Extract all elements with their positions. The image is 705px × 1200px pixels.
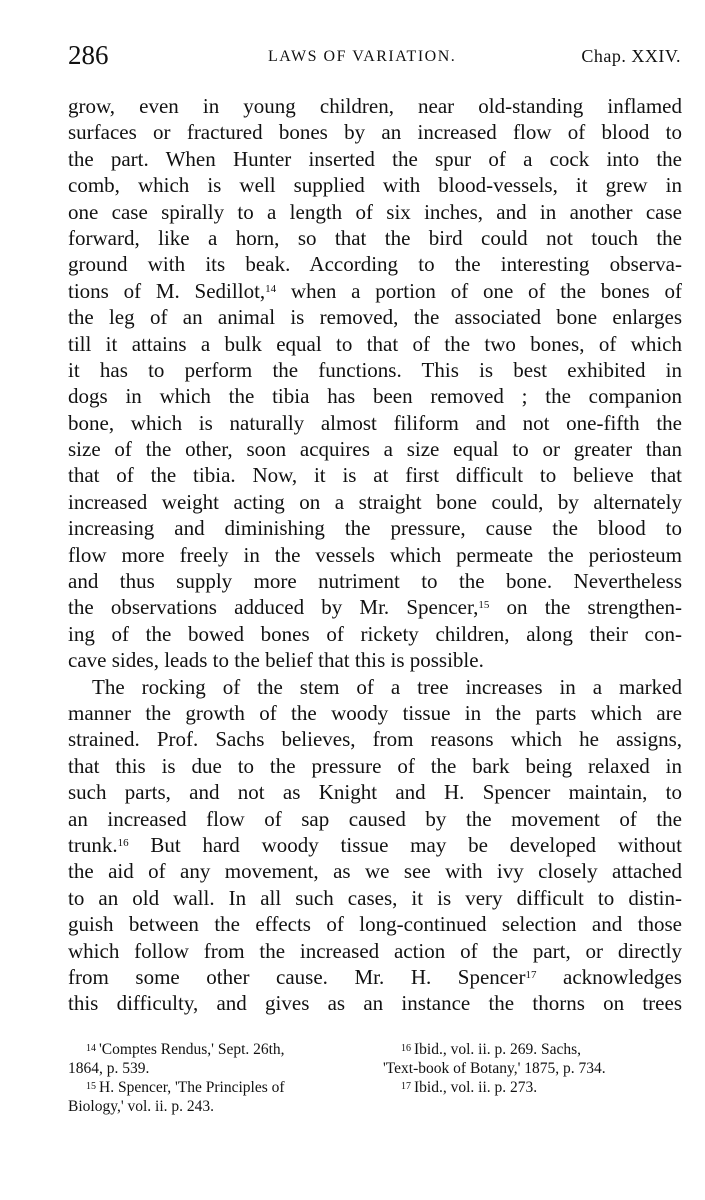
footnote-text: Ibid., vol. ii. p. 273. [414, 1079, 538, 1096]
text-segment: acknowledges [536, 964, 682, 989]
text-line [68, 911, 682, 937]
text-line [68, 753, 682, 779]
text-line [68, 436, 682, 462]
text-segment: this difficulty, and gives as an instance the thorns on trees [68, 991, 682, 1016]
text-segment: to an old wall. In all such cases, it is very difficult to distin- [68, 885, 682, 910]
text-line [68, 357, 682, 383]
text-line [68, 172, 682, 198]
text-segment: manner the growth of the woody tissue in the parts which are [68, 700, 682, 725]
text-line [68, 489, 682, 515]
text-segment: dogs in which the tibia has been removed ; the companion [68, 384, 682, 409]
text-segment: forward, like a horn, so that the bird could not touch the [68, 225, 682, 250]
text-segment: ground with its beak. According to the interesting observa- [68, 252, 682, 277]
text-line [68, 806, 682, 832]
text-line [68, 304, 682, 330]
footnote-line [68, 1078, 368, 1097]
text-segment: on the strengthen- [489, 595, 683, 620]
footnote-marker: 17 [401, 1081, 411, 1092]
text-line [68, 410, 682, 436]
text-line [68, 568, 682, 594]
text-segment: trunk. [68, 832, 118, 857]
running-title: LAWS OF VARIATION. [268, 48, 457, 65]
text-segment: strained. Prof. Sachs believes, from reasons which he assigns, [68, 727, 682, 752]
footnote-line [68, 1040, 368, 1059]
text-line [68, 832, 682, 858]
text-line [68, 594, 682, 620]
text-line [68, 700, 682, 726]
text-segment: the leg of an animal is removed, the associated bone enlarges [68, 305, 682, 330]
text-line [68, 278, 682, 304]
footnote-marker: 16 [401, 1043, 411, 1054]
text-segment: bone, which is naturally almost filiform and not one-fifth the [68, 410, 682, 435]
text-segment: increasing and diminishing the pressure, cause the blood to [68, 516, 682, 541]
text-segment: an increased flow of sap caused by the movement of the [68, 806, 682, 831]
footnote-line [383, 1040, 683, 1059]
text-segment: surfaces or fractured bones by an increased flow of blood to [68, 120, 682, 145]
text-segment: from some other cause. Mr. H. Spencer [68, 964, 526, 989]
text-segment: one case spirally to a length of six inches, and in another case [68, 199, 682, 224]
text-segment: till it attains a bulk equal to that of the two bones, of which [68, 331, 682, 356]
text-segment: The rocking of the stem of a tree increases in a marked [92, 674, 682, 699]
footnote-reference: 15 [478, 599, 490, 612]
text-segment: such parts, and not as Knight and H. Spencer maintain, to [68, 780, 682, 805]
text-segment: grow, even in young children, near old-standing inflamed [68, 94, 682, 118]
text-segment: ing of the bowed bones of rickety children, along their con- [68, 621, 682, 646]
text-line [68, 726, 682, 752]
text-line [68, 93, 682, 119]
text-line [68, 199, 682, 225]
text-line [68, 964, 682, 990]
text-segment: and thus supply more nutriment to the bone. Nevertheless [68, 569, 682, 594]
text-segment: comb, which is well supplied with blood-vessels, it grew in [68, 173, 682, 198]
text-line [68, 858, 682, 884]
text-line [68, 990, 682, 1016]
text-line [68, 462, 682, 488]
chapter-label: Chap. XXIV. [581, 46, 681, 66]
text-line [68, 331, 682, 357]
text-segment: the observations adduced by Mr. Spencer, [68, 595, 479, 620]
footnote-text: 1864, p. 539. [68, 1060, 150, 1077]
body-text [68, 93, 682, 1017]
text-segment: flow more freely in the vessels which permeate the periosteum [68, 542, 682, 567]
text-line [68, 515, 682, 541]
page-header [68, 40, 681, 80]
text-segment: which follow from the increased action of the part, or directly [68, 938, 682, 963]
footnote-line [383, 1078, 683, 1097]
text-line [68, 119, 682, 145]
footnote-text: 'Text-book of Botany,' 1875, p. 734. [383, 1060, 606, 1077]
text-line [68, 938, 682, 964]
footnote-text: Biology,' vol. ii. p. 243. [68, 1098, 215, 1115]
text-line [68, 383, 682, 409]
page-number: 286 [68, 40, 109, 70]
footnotes-right-column [383, 1040, 683, 1097]
text-line [68, 251, 682, 277]
text-line [68, 146, 682, 172]
footnote-line [68, 1097, 368, 1116]
footnote-line [68, 1059, 368, 1078]
text-segment: tions of M. Sedillot, [68, 278, 266, 303]
footnote-reference: 16 [117, 836, 129, 849]
text-line [68, 885, 682, 911]
text-line [68, 674, 682, 700]
footnote-text: Ibid., vol. ii. p. 269. Sachs, [414, 1041, 582, 1058]
text-segment: guish between the effects of long-continued selection and those [68, 912, 682, 937]
text-line [68, 225, 682, 251]
footnote-text: H. Spencer, 'The Principles of [99, 1079, 285, 1096]
footnote-line [383, 1059, 683, 1078]
text-line [68, 779, 682, 805]
text-segment: cave sides, leads to the belief that this is possible. [68, 648, 484, 673]
footnote-reference: 14 [265, 282, 277, 295]
text-line [68, 542, 682, 568]
text-line [68, 647, 682, 673]
text-segment: that this is due to the pressure of the bark being relaxed in [68, 753, 682, 778]
text-segment: that of the tibia. Now, it is at first difficult to believe that [68, 463, 682, 488]
footnote-text: 'Comptes Rendus,' Sept. 26th, [99, 1041, 285, 1058]
text-segment: the part. When Hunter inserted the spur of a cock into the [68, 146, 682, 171]
footnote-marker: 15 [86, 1081, 96, 1092]
text-line [68, 621, 682, 647]
text-segment: the aid of any movement, as we see with ivy closely attached [68, 859, 682, 884]
text-segment: size of the other, soon acquires a size equal to or greater than [68, 437, 682, 462]
footnote-reference: 17 [525, 968, 537, 981]
footnote-marker: 14 [86, 1043, 96, 1054]
text-segment: it has to perform the functions. This is best exhibited in [68, 357, 682, 382]
text-segment: But hard woody tissue may be developed without [128, 832, 682, 857]
text-segment: when a portion of one of the bones of [276, 278, 682, 303]
footnotes-left-column [68, 1040, 368, 1116]
text-segment: increased weight acting on a straight bone could, by alternately [68, 489, 682, 514]
